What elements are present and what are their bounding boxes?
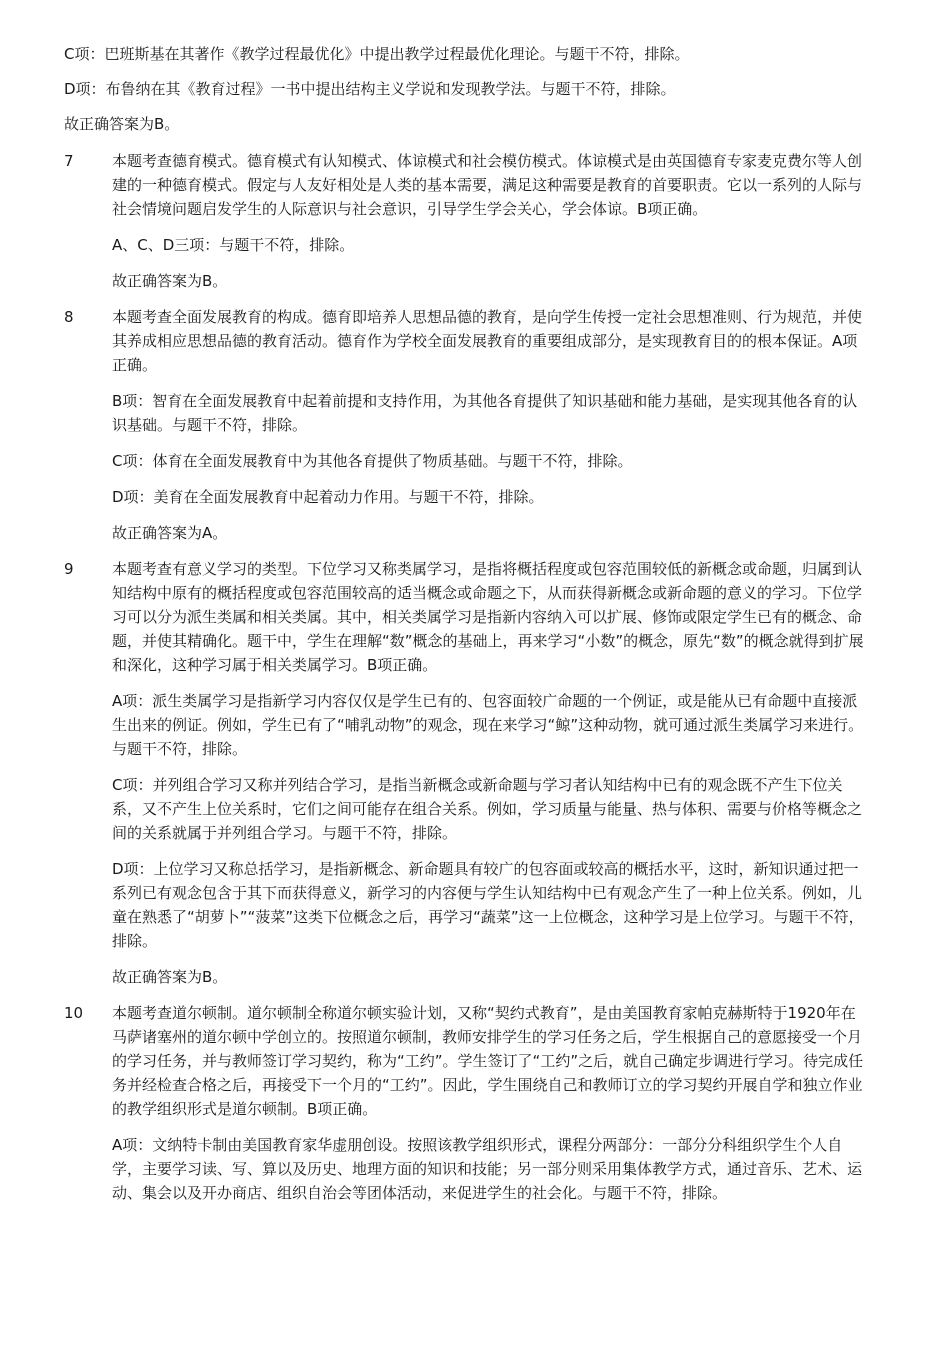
question-9-option-a — [64, 689, 870, 761]
question-7-options — [64, 233, 870, 257]
option-a-explanation: A项：文纳特卡制由美国教育家华虚朋创设。按照该教学组织形式，课程分两部分：一部分分科组织学生个人自学，主要学习读、写、算以及历史、地理方面的知识和技能；另一部分则采用集体教学方式，通过音乐、艺术、运动、集会以及开办商店、组织自治会等团体活动，来促进学生的社会化。与题干不符，排除。 — [112, 1136, 863, 1202]
option-d-explanation: D项：布鲁纳在其《教育过程》一书中提出结构主义学说和发现教学法。与题干不符，排除。 — [64, 80, 676, 98]
question-8-answer — [64, 521, 870, 545]
question-9-option-d — [64, 857, 870, 953]
option-a-explanation: A项：派生类属学习是指新学习内容仅仅是学生已有的、包容面较广命题的一个例证，或是能从已有命题中直接派生出来的例证。例如，学生已有了“哺乳动物”的观念，现在来学习“鲸”这种动物，就可通过派生类属学习来进行。与题干不符，排除。 — [112, 692, 864, 758]
question-8-option-c — [64, 449, 870, 473]
question-8-explanation: 本题考查全面发展教育的构成。德育即培养人思想品德的教育，是向学生传授一定社会思想准则、行为规范，并使其养成相应思想品德的教育活动。德育作为学校全面发展教育的重要组成部分，是实现教育目的的根本保证。A项正确。 — [112, 308, 863, 374]
option-d-explanation: D项：上位学习又称总括学习，是指新概念、新命题具有较广的包容面或较高的概括水平，这时，新知识通过把一系列已有观念包含于其下而获得意义，新学习的内容便与学生认知结构中已有观念产生了一种上位关系。例如，儿童在熟悉了“胡萝卜”“菠菜”这类下位概念之后，再学习“蔬菜”这一上位概念，这种学习是上位学习。与题干不符，排除。 — [112, 860, 864, 950]
question-8-option-d — [64, 485, 870, 509]
answer-line: 故正确答案为B。 — [64, 115, 180, 133]
question-8 — [64, 305, 870, 377]
question-number: 10 — [64, 1004, 84, 1022]
question-9-answer — [64, 965, 870, 989]
option-d-explanation: D项：美育在全面发展教育中起着动力作用。与题干不符，排除。 — [112, 488, 544, 506]
question-10-explanation: 本题考查道尔顿制。道尔顿制全称道尔顿实验计划，又称“契约式教育”，是由美国教育家帕克赫斯特于1920年在马萨诸塞州的道尔顿中学创立的。按照道尔顿制，教师安排学生的学习任务之后，学生根据自己的意愿接受一个月的学习任务，并与教师签订学习契约，称为“工约”。学生签订了“工约”之后，就自己确定步调进行学习。待完成任务并经检查合格之后，再接受下一个月的“工约”。因此，学生围绕自己和教师订立的学习契约开展自学和独立作业的教学组织形式是道尔顿制。B项正确。 — [112, 1004, 864, 1118]
option-c-explanation: C项：体育在全面发展教育中为其他各育提供了物质基础。与题干不符，排除。 — [112, 452, 633, 470]
question-9-option-c — [64, 773, 870, 845]
question-9-explanation: 本题考查有意义学习的类型。下位学习又称类属学习，是指将概括程度或包容范围较低的新概念或命题，归属到认知结构中原有的概括程度或包容范围较高的适当概念或命题之下，从而获得新概念或新命题的意义的学习。下位学习可以分为派生类属和相关类属。其中，相关类属学习是指新内容纳入可以扩展、修饰或限定学生已有的概念、命题，并使其精确化。题干中，学生在理解“数”概念的基础上，再来学习“小数”的概念，原先“数”的概念就得到扩展和深化，这种学习属于相关类属学习。B项正确。 — [112, 560, 864, 674]
question-number: 7 — [64, 152, 74, 170]
question-8-option-b — [64, 389, 870, 437]
question-7 — [64, 149, 870, 221]
question-9 — [64, 557, 870, 677]
answer-line: 故正确答案为B。 — [112, 968, 228, 986]
question-10 — [64, 1001, 870, 1121]
option-b-explanation: B项：智育在全面发展教育中起着前提和支持作用，为其他各育提供了知识基础和能力基础，是实现其他各育的认识基础。与题干不符，排除。 — [112, 392, 858, 434]
question-number: 9 — [64, 560, 74, 578]
answer-line: 故正确答案为A。 — [112, 524, 228, 542]
question-7-answer — [64, 269, 870, 293]
option-acd-explanation: A、C、D三项：与题干不符，排除。 — [112, 236, 355, 254]
question-7-explanation: 本题考查德育模式。德育模式有认知模式、体谅模式和社会模仿模式。体谅模式是由英国德育专家麦克费尔等人创建的一种德育模式。假定与人友好相处是人类的基本需要，满足这种需要是教育的首要职责。它以一系列的人际与社会情境问题启发学生的人际意识与社会意识，引导学生学会关心，学会体谅。B项正确。 — [112, 152, 863, 218]
option-c-explanation: C项：巴班斯基在其著作《教学过程最优化》中提出教学过程最优化理论。与题干不符，排除。 — [64, 45, 690, 63]
question-number: 8 — [64, 308, 74, 326]
answer-line: 故正确答案为B。 — [112, 272, 228, 290]
question-10-option-a — [64, 1133, 870, 1205]
option-c-explanation: C项：并列组合学习又称并列结合学习，是指当新概念或新命题与学习者认知结构中已有的观念既不产生下位关系，又不产生上位关系时，它们之间可能存在组合关系。例如，学习质量与能量、热与体积、需要与价格等概念之间的关系就属于并列组合学习。与题干不符，排除。 — [112, 776, 863, 842]
